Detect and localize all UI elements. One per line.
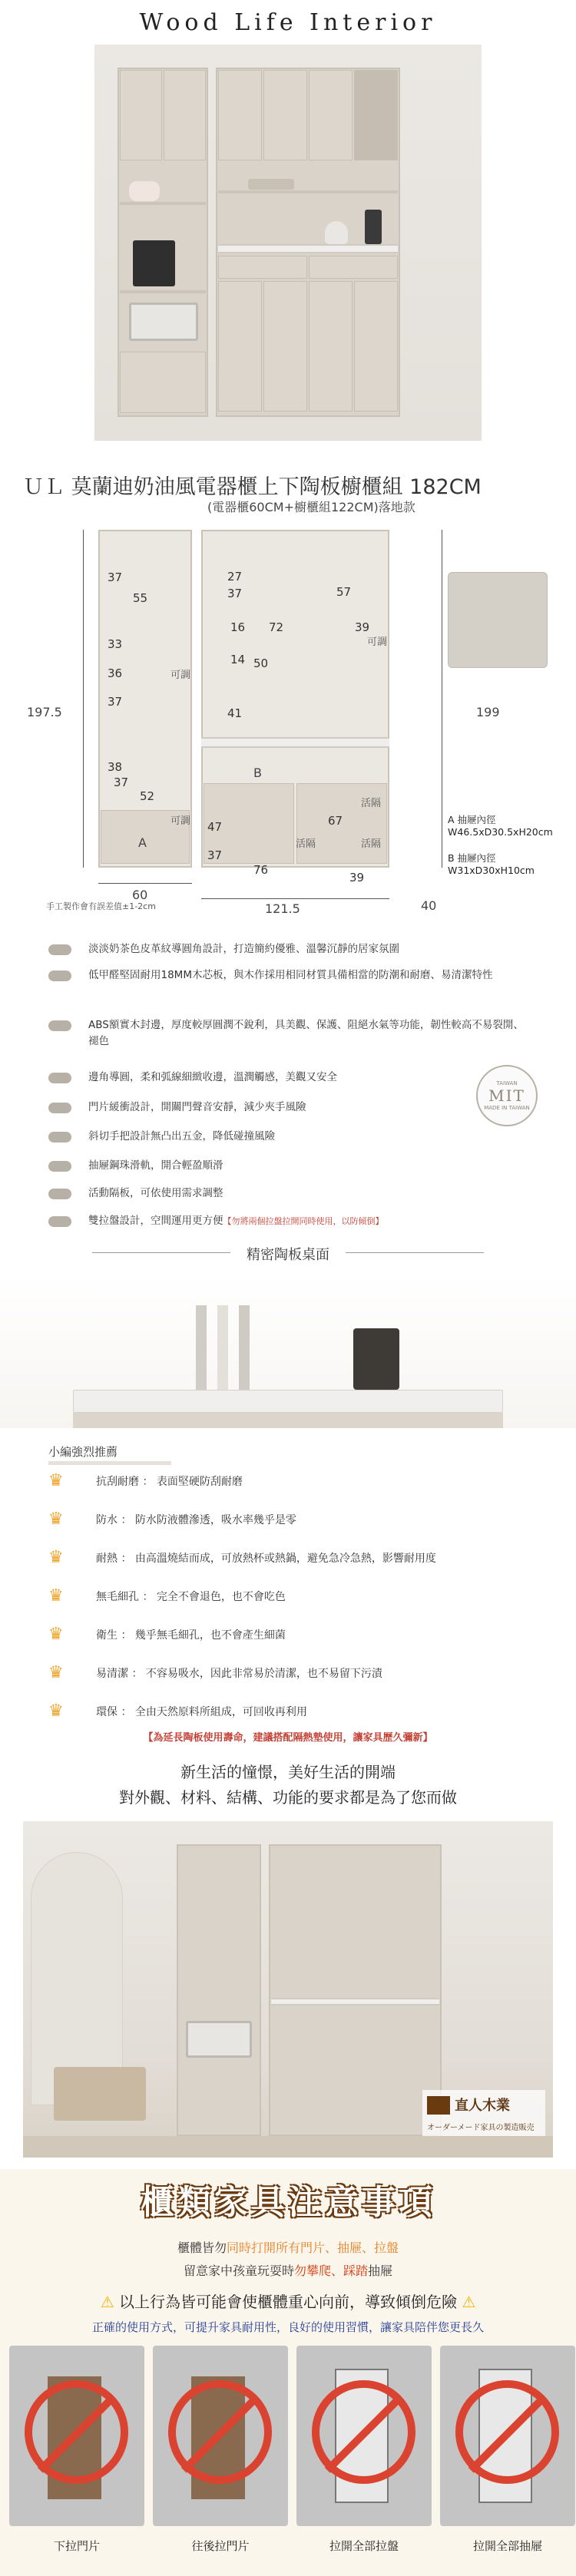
vase <box>353 1328 399 1390</box>
upper-door <box>263 70 307 160</box>
warning-icon: ⚠ <box>462 2293 476 2311</box>
lower-drawer <box>309 256 398 279</box>
upper-door <box>218 70 262 160</box>
dim-value: 41 <box>227 706 243 720</box>
property-text: 易清潔 ： 不容易吸水，因此非常易於清潔，也不易留下污漬 <box>96 1667 382 1680</box>
bullet-icon <box>48 1132 71 1143</box>
dim-value: 37 <box>114 775 129 789</box>
logo-mark <box>427 2096 450 2115</box>
bullet-icon <box>48 971 71 981</box>
ceramic-property <box>48 1625 286 1644</box>
upper-door <box>309 70 353 160</box>
property-text: 耐熱 ： 由高溫燒結而成，可放熱杯或熱鍋，避免急冷急熱，影響耐用度 <box>96 1552 436 1565</box>
prohibited-icon <box>455 2380 559 2484</box>
crown-icon: ♛ <box>48 1510 64 1529</box>
upper-door <box>164 70 206 160</box>
width-line-left <box>98 883 192 884</box>
dim-value: 47 <box>207 820 223 834</box>
product-title: ＵＬ 莫蘭迪奶油風電器櫃上下陶板櫥櫃組 182CM <box>23 475 482 499</box>
dim-value: 52 <box>140 789 155 803</box>
property-text: 衛生 ： 幾乎無毛細孔，也不會產生細菌 <box>96 1629 286 1642</box>
lower-door <box>354 281 398 412</box>
notice-title: 櫃類家具注意事項 <box>141 2183 435 2222</box>
removable-shelf-tag: 活隔 <box>361 838 382 850</box>
removable-shelf-tag: 活隔 <box>361 798 382 809</box>
tile-label: 下拉門片 <box>53 2539 100 2553</box>
dim-value: 38 <box>108 760 123 774</box>
width-line-right <box>201 898 389 899</box>
appliance-cabinet <box>177 1844 261 2136</box>
feature-item <box>48 1100 463 1116</box>
drawer-b-size: W31xD30xH10cm <box>448 865 535 876</box>
ceramic-countertop-photo <box>0 1275 576 1428</box>
removable-shelf-tag: 活隔 <box>296 838 316 850</box>
bottom-drawer <box>120 352 206 413</box>
depth: 40 <box>421 898 437 913</box>
lower-drawer <box>218 256 307 279</box>
dim-value: 14 <box>230 653 246 666</box>
hero-product-photo <box>94 45 482 441</box>
adjustable-tag: 可調 <box>170 670 191 681</box>
slogan-line-1: 新生活的憧憬，美好生活的開端 <box>180 1763 396 1781</box>
coffee-machine <box>133 240 175 286</box>
bullet-icon <box>48 1161 71 1172</box>
dim-value: 37 <box>207 848 223 862</box>
interior-room-photo <box>23 1821 553 2158</box>
upper-door <box>120 70 162 160</box>
ceramic-property <box>48 1471 243 1490</box>
label-a: A <box>138 835 147 850</box>
notice-line-2-suffix: 抽屜 <box>368 2264 393 2278</box>
adjustable-tag: 可調 <box>170 815 191 827</box>
tile-label: 拉開全部拉盤 <box>329 2539 399 2553</box>
logo-tagline: オーダーメード家具の製造販売 <box>427 2124 535 2132</box>
feature-item <box>48 1213 540 1229</box>
ceramic-note: 【為延長陶板使用壽命，建議搭配隔熱墊使用，讓家具歷久彌新】 <box>143 1732 433 1744</box>
feature-item <box>48 1129 463 1145</box>
crown-icon: ♛ <box>48 1471 64 1490</box>
height-right: 199 <box>476 705 500 719</box>
prohibited-tile <box>153 2346 288 2526</box>
property-text: 無毛細孔 ： 完全不會退色，也不會吃色 <box>96 1590 286 1603</box>
feature-text: 門片緩衝設計，開關門聲音安靜，減少夾手風險 <box>88 1101 306 1113</box>
label-b: B <box>253 766 262 780</box>
dim-value: 67 <box>328 814 343 828</box>
dim-value: 55 <box>133 591 148 605</box>
feature-text: 活動隔板，可依使用需求調整 <box>88 1187 223 1199</box>
notice-line-2-prefix: 留意家中孩童玩耍時 <box>183 2264 294 2278</box>
drawer-a-label: A 抽屜內徑 <box>448 814 496 825</box>
prohibited-tile <box>9 2346 144 2526</box>
countertop <box>73 1390 503 1413</box>
diagram-counter <box>201 737 389 748</box>
side-table <box>54 2067 146 2121</box>
dim-value: 39 <box>349 871 365 885</box>
prohibited-icon <box>168 2380 272 2484</box>
dish-rack <box>248 179 294 190</box>
width-a: 60 <box>132 888 148 902</box>
mit-seal <box>476 1065 538 1126</box>
logo-name: 直人木業 <box>455 2098 510 2114</box>
dim-value: 37 <box>108 570 123 584</box>
glass-door <box>354 70 398 160</box>
feature-item <box>48 1185 463 1202</box>
blender <box>365 210 382 244</box>
slogan-line-2: 對外觀、材料、結構、功能的要求都是為了您而做 <box>119 1788 457 1807</box>
shelf <box>120 202 206 205</box>
crown-icon: ♛ <box>48 1548 64 1567</box>
dim-value: 36 <box>108 666 123 680</box>
crown-icon: ♛ <box>48 1586 64 1605</box>
tile-label: 拉開全部抽屜 <box>472 2539 542 2553</box>
ceramic-property <box>48 1586 286 1605</box>
feature-warning: 【勿將兩個拉盤拉開同時使用，以防傾倒】 <box>223 1216 384 1226</box>
seal-bottom-text: MADE IN TAIWAN <box>484 1105 530 1111</box>
color-swatch <box>448 572 548 668</box>
recommend-heading <box>48 1443 171 1465</box>
notice-line-2-highlight: 勿攀爬、踩踏 <box>293 2264 368 2278</box>
property-text: 防水 ： 防水防液體滲透，吸水率幾乎是零 <box>96 1513 296 1526</box>
bullet-icon <box>48 1216 71 1227</box>
toaster <box>129 181 160 201</box>
kettle <box>325 221 348 244</box>
ceramic-property <box>48 1701 307 1721</box>
drawer-a-spec <box>448 814 553 838</box>
notice-line-1 <box>0 2238 576 2256</box>
dim-value: 76 <box>253 863 269 877</box>
drawer-b-label: B 抽屜內徑 <box>448 852 496 864</box>
measurement-note: 手工製作會有誤差值±1-2cm <box>46 901 156 911</box>
feature-text: 淡淡奶茶色皮革紋導圓角設計，打造簡約優雅、溫馨沉靜的居家氛圍 <box>88 943 399 955</box>
crown-icon: ♛ <box>48 1663 64 1682</box>
lower-door <box>218 281 262 412</box>
cabinet-top <box>73 1413 503 1428</box>
ceramic-property <box>48 1510 296 1529</box>
crown-icon: ♛ <box>48 1625 64 1644</box>
feature-item <box>48 1070 463 1086</box>
bullet-icon <box>48 944 71 955</box>
feature-text: ABS額實木封邊，厚度較厚圓潤不銳利，具美觀、保護、阻絕水氣等功能，韌性較高不易裂開、褪色 <box>88 1019 524 1047</box>
prohibited-icon <box>312 2380 415 2484</box>
feature-item <box>48 941 525 957</box>
property-text: 環保 ： 全由天然原料所組成，可回收再利用 <box>96 1705 307 1718</box>
microwave <box>129 303 198 341</box>
microwave <box>186 2021 252 2058</box>
product-subtitle: (電器櫃60CM+櫥櫃組122CM)落地款 <box>207 500 415 514</box>
prohibited-tile <box>440 2346 575 2526</box>
dim-value: 37 <box>227 587 243 600</box>
dim-value: 72 <box>269 620 284 634</box>
drawer-b-spec <box>448 852 535 877</box>
notice-line-1-prefix: 櫃體皆勿 <box>177 2240 227 2255</box>
lower-door <box>263 281 307 412</box>
notice-line-1-highlight: 同時打開所有門片、抽屜、拉盤 <box>227 2240 399 2255</box>
brand-name: Wood Life Interior <box>139 9 437 36</box>
dim-value: 33 <box>108 637 123 651</box>
dim-value: 37 <box>108 695 123 709</box>
heading-underline <box>48 1461 171 1465</box>
bottles <box>196 1305 250 1390</box>
height-left: 197.5 <box>27 705 62 719</box>
bullet-icon <box>48 1103 71 1113</box>
drawer-a-size: W46.5xD30.5xH20cm <box>448 826 553 838</box>
recommend-text: 小編強烈推薦 <box>48 1445 118 1459</box>
feature-text: 低甲醛堅固耐用18MM木芯板，與木作採用相同材質具備相當的防潮和耐磨、易清潔特性 <box>88 969 493 981</box>
notice-correct-usage: 正確的使用方式，可提升家具耐用性，良好的使用習慣，讓家具陪伴您更長久 <box>91 2320 484 2334</box>
notice-line-2 <box>0 2261 576 2279</box>
shelf <box>218 190 398 193</box>
lower-door <box>309 281 353 412</box>
shelf <box>120 290 206 293</box>
bullet-icon <box>48 1073 71 1083</box>
bullet-icon <box>48 1189 71 1199</box>
feature-text: 雙拉盤設計，空間運用更方便 <box>88 1215 223 1227</box>
feature-item <box>48 1017 525 1050</box>
notice-warning-text: 以上行為皆可能會使櫃體重心向前，導致傾倒危險 <box>119 2293 457 2311</box>
feature-text: 邊角導圓，柔和弧線細緻收邊，溫潤觸感，美觀又安全 <box>88 1071 337 1083</box>
floor <box>23 2136 553 2158</box>
ceramic-counter <box>218 244 398 253</box>
brand-logo <box>422 2090 545 2136</box>
seal-mark: MIT <box>488 1086 525 1105</box>
bullet-icon <box>48 1020 71 1031</box>
dim-value: 50 <box>253 656 269 670</box>
feature-item <box>48 1158 463 1174</box>
crown-icon: ♛ <box>48 1701 64 1721</box>
ceramic-property <box>48 1548 436 1567</box>
dim-value: 57 <box>336 585 352 599</box>
prohibited-icon <box>25 2380 128 2484</box>
seal-top-text: TAIWAN <box>496 1080 518 1086</box>
dim-value: 39 <box>355 620 370 634</box>
prohibited-tile <box>296 2346 432 2526</box>
adjustable-tag: 可調 <box>367 637 388 648</box>
notice-warning <box>0 2290 576 2312</box>
feature-text: 抽屜鋼珠滑軌，開合輕盈順滑 <box>88 1159 223 1172</box>
height-line-left <box>83 530 84 868</box>
ceramic-section-heading: 精密陶板桌面 <box>0 1244 576 1264</box>
feature-item <box>48 967 525 984</box>
property-text: 抗刮耐磨 ： 表面堅硬防刮耐磨 <box>96 1475 243 1488</box>
tile-label: 往後拉門片 <box>191 2539 250 2553</box>
ceramic-counter <box>271 1998 439 2006</box>
ceramic-property <box>48 1663 382 1682</box>
width-b: 121.5 <box>265 901 300 916</box>
dim-value: 16 <box>230 620 246 634</box>
dim-value: 27 <box>227 570 243 584</box>
feature-text: 斜切手把設計無凸出五金，降低碰撞風險 <box>88 1130 275 1143</box>
warning-icon: ⚠ <box>100 2293 114 2311</box>
cupboard-cabinet <box>269 1844 442 2136</box>
